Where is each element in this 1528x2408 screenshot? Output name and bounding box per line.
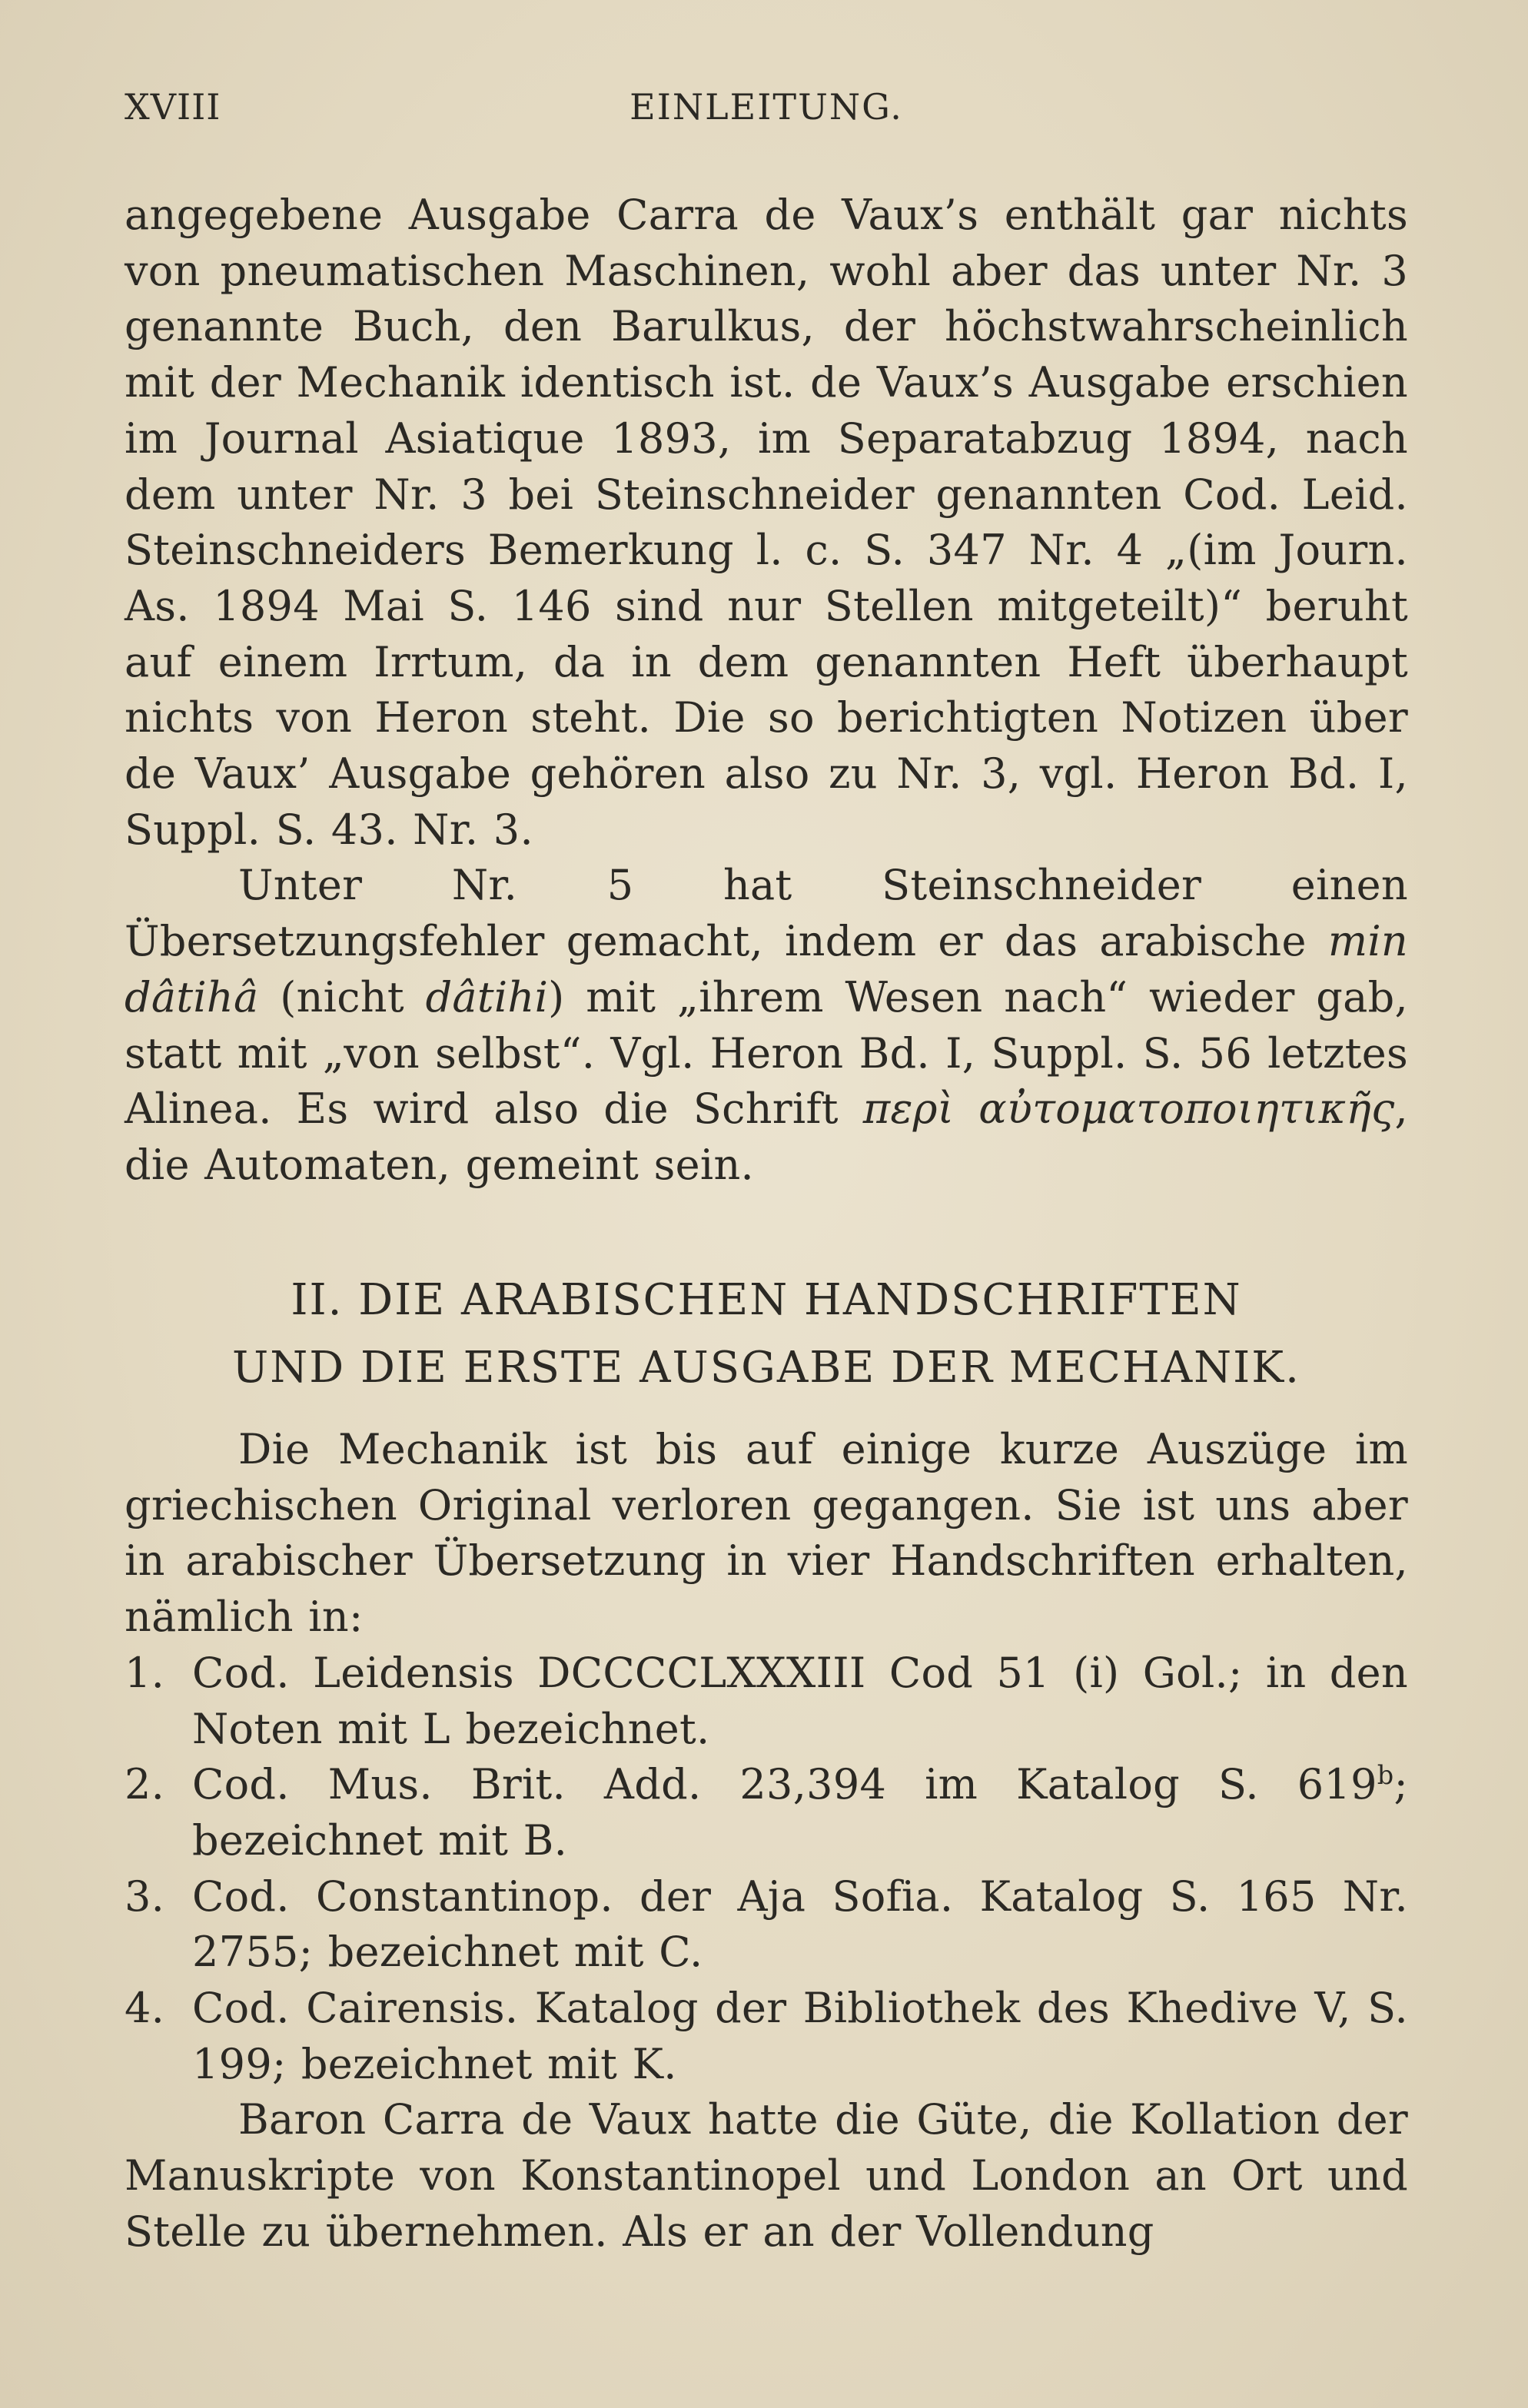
paragraph-1: angegebene Ausgabe Carra de Vaux’s enthält gar nichts von pneumatischen Maschinen, wohl aber das unter Nr. 3 genannte Buch, den Barulkus, der höchstwahrscheinlich mit der Mechanik identisch ist. de Vaux’s Ausgabe erschien im Journal Asiatique 1893, im Separatabzug 1894, nach dem unter Nr. 3 bei Steinschneider genannten Cod. Leid. Steinschneiders Bemerkung l. c. S. 347 Nr. 4 „(im Journ. As. 1894 Mai S. 146 sind nur Stellen mitgeteilt)“ beruht auf einem Irrtum, da in dem genannten Heft überhaupt nichts von Heron steht. Die so berichtigten Notizen über de Vaux’ Ausgabe gehören also zu Nr. 3, vgl. Heron Bd. I, Suppl. S. 43. Nr. 3. — [125, 191, 1408, 854]
lower-text-block — [125, 1422, 1408, 2260]
paragraph-2-text-a: Unter Nr. 5 hat Steinschneider einen Übersetzungsfehler gemacht, indem er das arabische — [125, 861, 1408, 966]
arabic-term-1: min dâtihâ — [125, 917, 1408, 1021]
list-item — [125, 1869, 1408, 1981]
list-item-number: 1. — [125, 1648, 165, 1697]
greek-title: περὶ αὐτοματοποιητικῆς — [862, 1084, 1395, 1134]
list-item — [125, 1981, 1408, 2092]
list-item-number: 4. — [125, 1984, 165, 2033]
section-heading-line-2: UND DIE ERSTE AUSGABE DER MECHANIK. — [232, 1343, 1300, 1393]
running-head — [125, 86, 1408, 132]
list-item-number: 3. — [125, 1872, 165, 1921]
paragraph-4: Baron Carra de Vaux hatte die Güte, die Kollation der Manuskripte von Konstantinopel und London an Ort und Stelle zu übernehmen. Als er an der Vollendung — [125, 2095, 1408, 2256]
arabic-term-2: dâtihi — [425, 972, 549, 1021]
list-item-text: Cod. Cairensis. Katalog der Bibliothek des Khedive V, S. 199; bezeichnet mit K. — [192, 1984, 1408, 2088]
list-item-text: Cod. Constantinop. der Aja Sofia. Katalog S. 165 Nr. 2755; bezeichnet mit C. — [192, 1872, 1408, 1977]
page-number: XVIII — [125, 86, 221, 128]
section-heading — [125, 1267, 1408, 1402]
superscript: b — [1377, 1760, 1394, 1791]
list-item-text: Cod. Leidensis DCCCCLXXXIII Cod 51 (i) Gol.; in den Noten mit L bezeichnet. — [192, 1648, 1408, 1753]
paragraph-2-text-b: (nicht — [258, 972, 426, 1021]
manuscript-list — [125, 1646, 1408, 2093]
list-item — [125, 1757, 1408, 1868]
list-item-number: 2. — [125, 1760, 165, 1809]
section-heading-line-1: II. DIE ARABISCHEN HANDSCHRIFTEN — [291, 1275, 1242, 1325]
list-item-text: Cod. Mus. Brit. Add. 23,394 im Katalog S. 619 — [192, 1760, 1377, 1809]
list-item — [125, 1646, 1408, 1757]
running-title: EINLEITUNG. — [629, 86, 903, 128]
paragraph-2 — [125, 858, 1408, 1193]
list-item-text-end: ; bezeichnet mit B. — [192, 1760, 1408, 1865]
paragraph-3: Die Mechanik ist bis auf einige kurze Auszüge im griechischen Original verloren gegangen. Sie ist uns aber in arabischer Übersetzung in vier Handschriften erhalten, nämlich in: — [125, 1425, 1408, 1642]
paragraph-2-text-c: ) mit „ihrem Wesen nach“ wieder gab, statt mit „von selbst“. Vgl. Heron Bd. I, Suppl. S. 56 letztes Alinea. Es wird also die Schrift — [125, 972, 1408, 1134]
upper-text-block — [125, 188, 1408, 1194]
paragraph-2-text-d: , die Automaten, gemeint sein. — [125, 1084, 1408, 1189]
